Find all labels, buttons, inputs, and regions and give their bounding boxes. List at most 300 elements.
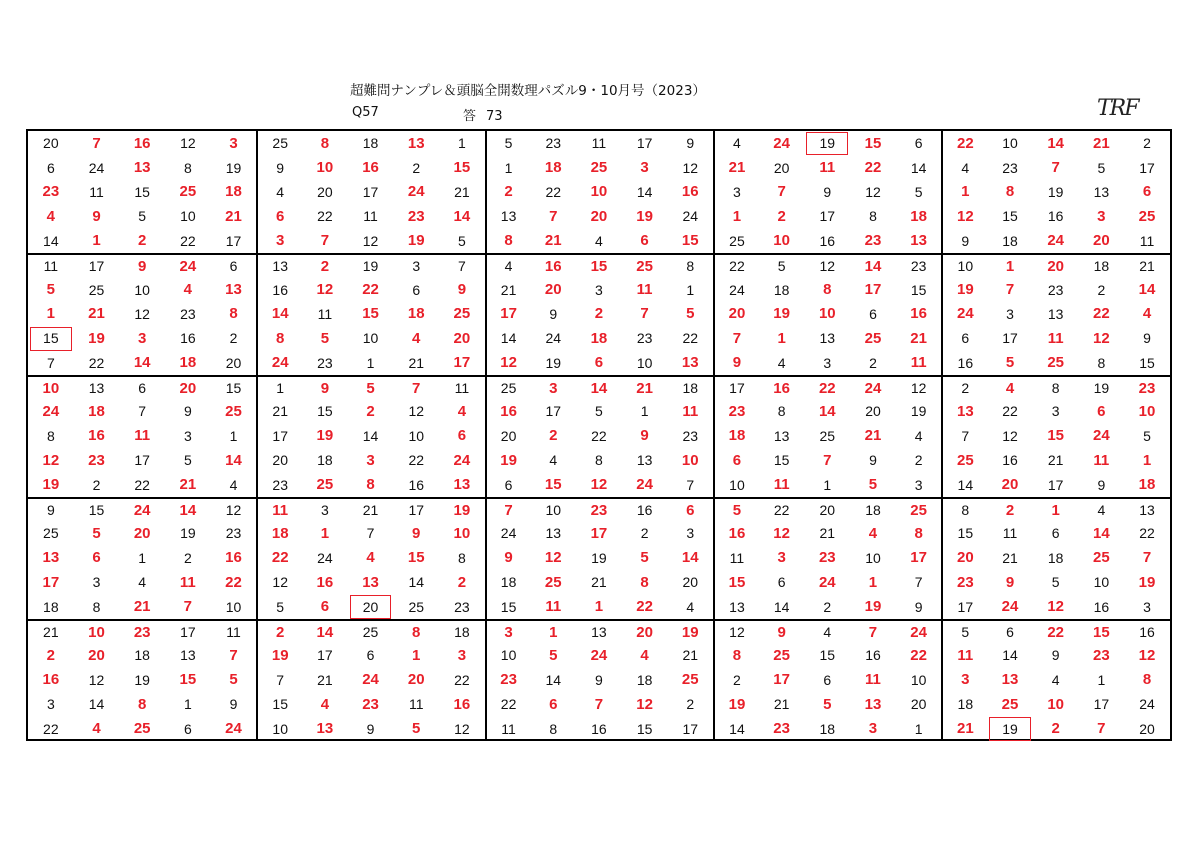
grid-cell: 21 bbox=[864, 427, 882, 445]
grid-cell: 3 bbox=[92, 574, 101, 591]
grid-cell: 25 bbox=[225, 402, 242, 420]
grid-cell: 20 bbox=[865, 403, 881, 420]
grid-cell: 25 bbox=[896, 497, 942, 521]
grid-row bbox=[28, 302, 1170, 326]
grid-cell: 18 bbox=[636, 671, 653, 688]
grid-cell: 17 bbox=[864, 281, 882, 299]
grid-cell: 21 bbox=[713, 155, 759, 179]
grid-cell: 11 bbox=[317, 305, 333, 322]
grid-cell: 20 bbox=[1139, 720, 1155, 737]
grid-cell: 5 bbox=[759, 253, 805, 277]
grid-cell: 25 bbox=[773, 646, 790, 664]
grid-cell: 15 bbox=[819, 647, 836, 664]
grid-cell: 22 bbox=[1033, 619, 1079, 643]
grid-cell: 7 bbox=[366, 525, 375, 542]
grid-cell: 23 bbox=[1002, 159, 1018, 176]
grid-cell: 23 bbox=[545, 135, 562, 152]
grid-row bbox=[28, 180, 1170, 204]
grid-cell: 23 bbox=[1124, 375, 1170, 399]
grid-cell: 8 bbox=[595, 452, 603, 469]
grid-cell: 20 bbox=[1001, 476, 1019, 494]
grid-cell: 7 bbox=[549, 207, 558, 225]
grid-cell: 25 bbox=[622, 253, 668, 277]
highlighted-cell bbox=[348, 594, 394, 618]
grid-cell: 18 bbox=[43, 598, 59, 615]
grid-cell: 21 bbox=[408, 354, 425, 371]
grid-cell: 21 bbox=[28, 619, 74, 643]
grid-cell: 8 bbox=[869, 208, 877, 225]
cell-value: 20 bbox=[362, 598, 379, 615]
grid-row bbox=[28, 668, 1170, 692]
grid-cell: 22 bbox=[134, 476, 150, 493]
grid-cell: 18 bbox=[910, 207, 927, 225]
grid-cell: 13 bbox=[819, 330, 836, 347]
grid-cell: 5 bbox=[1005, 354, 1015, 372]
grid-cell: 10 bbox=[256, 716, 302, 740]
grid-cell: 13 bbox=[256, 253, 302, 277]
grid-cell: 6 bbox=[987, 619, 1033, 643]
grid-row bbox=[28, 619, 1170, 643]
grid-cell: 1 bbox=[868, 573, 878, 591]
grid-cell: 4 bbox=[457, 402, 467, 420]
grid-row bbox=[28, 155, 1170, 179]
grid-cell: 4 bbox=[366, 549, 375, 567]
grid-cell: 16 bbox=[1093, 598, 1110, 615]
grid-cell: 25 bbox=[681, 671, 699, 689]
grid-cell: 13 bbox=[576, 619, 622, 643]
grid-cell: 5 bbox=[485, 131, 531, 155]
grid-cell: 9 bbox=[92, 207, 101, 225]
grid-cell: 3 bbox=[366, 451, 375, 469]
grid-cell: 13 bbox=[316, 720, 334, 738]
grid-cell: 9 bbox=[1097, 476, 1106, 493]
grid-cell: 17 bbox=[1002, 330, 1018, 347]
grid-cell: 15 bbox=[256, 692, 302, 716]
grid-cell: 18 bbox=[362, 135, 379, 152]
grid-cell: 16 bbox=[865, 647, 881, 664]
grid-cell: 2 bbox=[914, 452, 923, 469]
grid-cell: 9 bbox=[686, 135, 695, 152]
grid-cell: 12 bbox=[408, 403, 425, 420]
grid-cell: 12 bbox=[636, 695, 653, 713]
grid-cell: 3 bbox=[1006, 305, 1014, 322]
grid-cell: 10 bbox=[941, 253, 987, 277]
grid-cell: 15 bbox=[941, 521, 987, 545]
grid-cell: 21 bbox=[682, 647, 699, 664]
grid-cell: 24 bbox=[165, 253, 211, 277]
grid-cell: 21 bbox=[348, 497, 394, 521]
grid-row bbox=[28, 131, 1170, 155]
grid-cell: 7 bbox=[92, 134, 101, 152]
grid-cell: 2 bbox=[229, 330, 238, 347]
grid-cell: 15 bbox=[910, 281, 927, 298]
grid-cell: 2 bbox=[823, 598, 832, 615]
grid-cell: 21 bbox=[773, 696, 790, 713]
grid-cell: 7 bbox=[1051, 159, 1060, 177]
grid-cell: 9 bbox=[759, 619, 805, 643]
grid-cell: 4 bbox=[549, 452, 558, 469]
grid-cell: 24 bbox=[941, 302, 987, 326]
grid-cell: 8 bbox=[229, 305, 238, 323]
grid-cell: 6 bbox=[941, 326, 987, 350]
grid-cell: 12 bbox=[211, 497, 257, 521]
grid-cell: 22 bbox=[225, 573, 242, 591]
grid-cell: 1 bbox=[183, 696, 192, 713]
grid-cell: 6 bbox=[777, 574, 786, 591]
grid-cell: 15 bbox=[134, 183, 150, 200]
grid-row bbox=[28, 521, 1170, 545]
grid-cell: 15 bbox=[1079, 619, 1125, 643]
grid-cell: 12 bbox=[804, 253, 850, 277]
grid-cell: 9 bbox=[366, 720, 375, 737]
grid-cell: 15 bbox=[544, 476, 562, 494]
grid-row bbox=[28, 594, 1170, 618]
grid-cell: 11 bbox=[591, 135, 607, 152]
grid-cell: 1 bbox=[256, 375, 302, 399]
grid-cell: 24 bbox=[88, 159, 105, 176]
grid-cell: 10 bbox=[134, 281, 150, 298]
grid-cell: 11 bbox=[1139, 232, 1155, 249]
grid-cell: 13 bbox=[713, 594, 759, 618]
grid-cell: 18 bbox=[407, 305, 425, 323]
grid-cell: 4 bbox=[914, 427, 923, 444]
grid-cell: 3 bbox=[138, 329, 147, 347]
grid-row bbox=[28, 326, 1170, 350]
grid-cell: 23 bbox=[713, 399, 759, 423]
grid-cell: 11 bbox=[211, 619, 257, 643]
grid-cell: 21 bbox=[1047, 452, 1064, 469]
grid-cell: 3 bbox=[823, 354, 832, 371]
grid-cell: 13 bbox=[681, 354, 699, 372]
grid-cell: 25 bbox=[941, 448, 987, 472]
grid-cell: 10 bbox=[1002, 135, 1018, 152]
grid-cell: 13 bbox=[133, 159, 151, 177]
grid-cell: 10 bbox=[74, 619, 120, 643]
grid-cell: 17 bbox=[485, 302, 531, 326]
grid-cell: 19 bbox=[1079, 375, 1125, 399]
grid-cell: 20 bbox=[1033, 253, 1079, 277]
grid-cell: 8 bbox=[549, 720, 558, 737]
grid-cell: 17 bbox=[636, 135, 653, 152]
grid-cell: 19 bbox=[407, 232, 425, 250]
grid-cell: 16 bbox=[1002, 452, 1018, 469]
grid-cell: 25 bbox=[590, 159, 608, 177]
grid-cell: 13 bbox=[485, 204, 531, 228]
grid-cell: 25 bbox=[1093, 549, 1110, 567]
grid-cell: 8 bbox=[458, 549, 466, 566]
grid-cell: 17 bbox=[713, 375, 759, 399]
grid-cell: 1 bbox=[46, 305, 55, 323]
grid-cell: 15 bbox=[362, 305, 379, 323]
grid-cell: 19 bbox=[667, 619, 713, 643]
grid-cell: 4 bbox=[92, 720, 101, 738]
grid-cell: 11 bbox=[363, 208, 378, 225]
grid-cell: 5 bbox=[640, 549, 649, 567]
grid-cell: 9 bbox=[914, 598, 923, 615]
grid-cell: 4 bbox=[640, 646, 649, 664]
grid-cell: 23 bbox=[576, 497, 622, 521]
grid-cell: 4 bbox=[138, 574, 147, 591]
grid-cell: 1 bbox=[1142, 451, 1152, 469]
grid-cell: 4 bbox=[804, 619, 850, 643]
grid-cell: 22 bbox=[682, 330, 699, 347]
grid-cell: 10 bbox=[362, 330, 379, 347]
grid-row bbox=[28, 277, 1170, 301]
grid-cell: 12 bbox=[485, 351, 531, 375]
grid-cell: 21 bbox=[1124, 253, 1170, 277]
grid-cell: 22 bbox=[804, 375, 850, 399]
grid-cell: 11 bbox=[256, 497, 302, 521]
grid-cell: 17 bbox=[910, 549, 927, 567]
grid-cell: 19 bbox=[773, 305, 790, 323]
grid-cell: 8 bbox=[823, 281, 832, 299]
grid-cell: 23 bbox=[1047, 281, 1064, 298]
grid-cell: 15 bbox=[74, 497, 120, 521]
grid-cell: 6 bbox=[549, 695, 558, 713]
grid-cell: 14 bbox=[1002, 647, 1018, 664]
grid-cell: 7 bbox=[1142, 549, 1152, 567]
grid-cell: 16 bbox=[316, 573, 334, 591]
grid-cell: 24 bbox=[225, 720, 242, 738]
grid-cell: 9 bbox=[941, 229, 987, 253]
grid-cell: 11 bbox=[910, 354, 927, 372]
grid-cell: 24 bbox=[1001, 598, 1019, 616]
grid-cell: 7 bbox=[1005, 281, 1015, 299]
grid-cell: 5 bbox=[549, 646, 558, 664]
grid-cell: 5 bbox=[229, 671, 238, 689]
grid-cell: 3 bbox=[595, 281, 603, 298]
grid-cell: 7 bbox=[941, 424, 987, 448]
grid-cell: 22 bbox=[864, 159, 882, 177]
grid-cell: 2 bbox=[777, 207, 786, 225]
grid-cell: 24 bbox=[636, 476, 653, 494]
grid-cell: 15 bbox=[1139, 354, 1155, 371]
grid-cell: 1 bbox=[987, 253, 1033, 277]
grid-cell: 8 bbox=[320, 134, 330, 152]
grid-cell: 11 bbox=[636, 281, 653, 299]
grid-cell: 7 bbox=[320, 232, 330, 250]
grid-cell: 11 bbox=[713, 546, 759, 570]
grid-cell: 13 bbox=[74, 375, 120, 399]
grid-cell: 23 bbox=[864, 232, 882, 250]
grid-cell: 10 bbox=[1093, 574, 1110, 591]
grid-cell: 11 bbox=[89, 183, 104, 200]
grid-cell: 9 bbox=[1143, 330, 1151, 347]
grid-cell: 9 bbox=[640, 427, 649, 445]
grid-cell: 9 bbox=[302, 375, 348, 399]
grid-cell: 8 bbox=[713, 643, 759, 667]
grid-cell: 6 bbox=[256, 204, 302, 228]
grid-row bbox=[28, 424, 1170, 448]
grid-cell: 2 bbox=[686, 696, 695, 713]
grid-cell: 6 bbox=[119, 375, 165, 399]
grid-cell: 22 bbox=[1002, 403, 1018, 420]
grid-cell: 24 bbox=[1047, 232, 1065, 250]
grid-cell: 14 bbox=[165, 497, 211, 521]
grid-cell: 4 bbox=[412, 329, 421, 347]
grid-cell: 11 bbox=[682, 402, 699, 420]
grid-cell: 8 bbox=[914, 524, 923, 542]
grid-cell: 9 bbox=[869, 452, 877, 469]
grid-row bbox=[28, 399, 1170, 423]
grid-cell: 12 bbox=[180, 135, 196, 152]
grid-cell: 18 bbox=[1138, 476, 1156, 494]
grid-cell: 14 bbox=[485, 326, 531, 350]
grid-cell: 11 bbox=[1047, 329, 1064, 347]
grid-cell: 19 bbox=[225, 159, 242, 176]
grid-cell: 7 bbox=[777, 183, 786, 201]
cell-value: 15 bbox=[43, 330, 59, 347]
grid-cell: 13 bbox=[941, 399, 987, 423]
grid-cell: 6 bbox=[914, 135, 923, 152]
grid-cell: 18 bbox=[713, 424, 759, 448]
grid-cell: 13 bbox=[453, 476, 471, 494]
grid-cell: 22 bbox=[43, 720, 59, 737]
grid-cell: 12 bbox=[88, 671, 105, 688]
grid-cell: 9 bbox=[119, 253, 165, 277]
grid-cell: 15 bbox=[681, 232, 699, 250]
grid-cell: 6 bbox=[412, 281, 421, 298]
grid-cell: 5 bbox=[914, 183, 923, 200]
grid-cell: 5 bbox=[183, 452, 192, 469]
grid-cell: 5 bbox=[320, 329, 330, 347]
grid-cell: 6 bbox=[46, 159, 55, 176]
grid-cell: 3 bbox=[530, 375, 576, 399]
grid-cell: 22 bbox=[1139, 525, 1155, 542]
grid-cell: 2 bbox=[869, 354, 877, 371]
grid-cell: 14 bbox=[818, 402, 836, 420]
grid-cell: 14 bbox=[1138, 281, 1156, 299]
grid-cell: 11 bbox=[485, 716, 531, 740]
grid-cell: 15 bbox=[713, 570, 759, 594]
grid-cell: 5 bbox=[1143, 427, 1151, 444]
grid-cell: 4 bbox=[686, 598, 695, 615]
grid-cell: 13 bbox=[180, 647, 196, 664]
grid-cell: 8 bbox=[92, 598, 101, 615]
grid-cell: 7 bbox=[439, 253, 485, 277]
grid-cell: 15 bbox=[773, 452, 790, 469]
grid-cell: 15 bbox=[576, 253, 622, 277]
grid-cell: 14 bbox=[302, 619, 348, 643]
grid-cell: 4 bbox=[183, 281, 193, 299]
grid-cell: 18 bbox=[819, 720, 836, 737]
grid-cell: 24 bbox=[1093, 427, 1110, 445]
grid-cell: 4 bbox=[713, 131, 759, 155]
grid-cell: 2 bbox=[713, 668, 759, 692]
grid-cell: 11 bbox=[1093, 451, 1110, 469]
grid-cell: 7 bbox=[393, 375, 439, 399]
grid-cell: 19 bbox=[88, 329, 105, 347]
grid-cell: 3 bbox=[46, 696, 55, 713]
grid-cell: 22 bbox=[256, 546, 302, 570]
grid-cell: 13 bbox=[1124, 497, 1170, 521]
grid-cell: 10 bbox=[865, 549, 881, 566]
grid-cell: 21 bbox=[622, 375, 668, 399]
grid-cell: 1 bbox=[914, 720, 923, 737]
grid-cell: 22 bbox=[454, 671, 470, 688]
grid-cell: 10 bbox=[713, 472, 759, 496]
grid-cell: 12 bbox=[42, 451, 60, 469]
grid-cell: 9 bbox=[713, 351, 759, 375]
grid-cell: 18 bbox=[1079, 253, 1125, 277]
grid-cell: 17 bbox=[1093, 696, 1110, 713]
grid-cell: 5 bbox=[595, 403, 603, 420]
grid-cell: 12 bbox=[256, 570, 302, 594]
grid-cell: 2 bbox=[92, 476, 101, 493]
grid-row bbox=[28, 716, 1170, 740]
grid-cell: 19 bbox=[864, 598, 882, 616]
grid-cell: 17 bbox=[165, 619, 211, 643]
grid-cell: 1 bbox=[485, 155, 531, 179]
grid-row bbox=[28, 351, 1170, 375]
grid-cell: 23 bbox=[485, 668, 531, 692]
grid-cell: 20 bbox=[225, 354, 242, 371]
highlighted-cell bbox=[804, 131, 850, 155]
grid-cell: 11 bbox=[545, 598, 562, 616]
grid-cell: 1 bbox=[941, 180, 987, 204]
grid-cell: 15 bbox=[1002, 208, 1018, 225]
grid-cell: 9 bbox=[595, 671, 603, 688]
grid-cell: 2 bbox=[485, 180, 531, 204]
grid-cell: 6 bbox=[640, 232, 649, 250]
grid-cell: 21 bbox=[225, 207, 242, 225]
grid-cell: 12 bbox=[134, 305, 150, 322]
grid-cell: 7 bbox=[1097, 720, 1106, 738]
grid-cell: 8 bbox=[138, 695, 147, 713]
grid-cell: 2 bbox=[366, 402, 375, 420]
grid-cell: 12 bbox=[1047, 598, 1065, 616]
grid-cell: 14 bbox=[133, 354, 151, 372]
grid-cell: 5 bbox=[823, 695, 832, 713]
grid-cell: 1 bbox=[530, 619, 576, 643]
grid-cell: 14 bbox=[576, 375, 622, 399]
grid-cell: 16 bbox=[88, 427, 105, 445]
grid-cell: 2 bbox=[183, 549, 192, 566]
grid-cell: 19 bbox=[180, 525, 196, 542]
grid-cell: 23 bbox=[42, 183, 60, 201]
grid-cell: 24 bbox=[362, 671, 379, 689]
grid-cell: 3 bbox=[183, 427, 192, 444]
grid-cell: 16 bbox=[1047, 208, 1064, 225]
grid-cell: 6 bbox=[92, 549, 101, 567]
grid-cell: 5 bbox=[92, 524, 101, 542]
grid-cell: 21 bbox=[591, 574, 607, 591]
grid-cell: 16 bbox=[256, 277, 302, 301]
grid-cell: 1 bbox=[320, 524, 330, 542]
grid-cell: 9 bbox=[256, 155, 302, 179]
grid-cell: 18 bbox=[667, 375, 713, 399]
grid-cell: 13 bbox=[545, 525, 562, 542]
grid-cell: 5 bbox=[412, 720, 421, 738]
grid-cell: 18 bbox=[773, 281, 790, 298]
grid-cell: 19 bbox=[941, 277, 987, 301]
cell-value: 19 bbox=[819, 135, 836, 152]
grid-cell: 3 bbox=[1051, 403, 1060, 420]
grid-cell: 20 bbox=[43, 135, 59, 152]
grid-cell: 10 bbox=[225, 598, 242, 615]
grid-cell: 24 bbox=[42, 402, 60, 420]
grid-cell: 1 bbox=[686, 281, 695, 298]
grid-cell: 10 bbox=[1138, 402, 1156, 420]
grid-cell: 23 bbox=[773, 720, 790, 738]
grid-cell: 16 bbox=[362, 159, 379, 177]
grid-cell: 9 bbox=[549, 305, 558, 322]
grid-cell: 23 bbox=[896, 253, 942, 277]
grid-cell: 10 bbox=[180, 208, 196, 225]
grid-cell: 20 bbox=[682, 574, 699, 591]
grid-cell: 17 bbox=[74, 253, 120, 277]
grid-cell: 11 bbox=[941, 643, 987, 667]
